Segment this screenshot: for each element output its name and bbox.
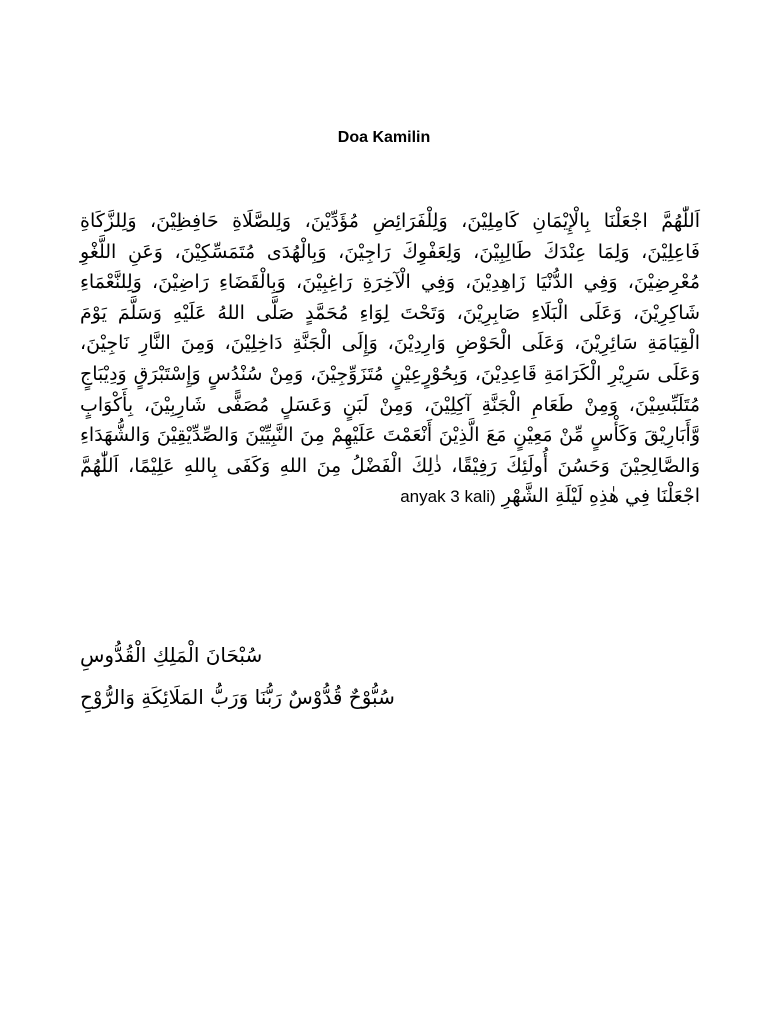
doa-arabic-text: اَللّٰهُمَّ اجْعَلْنَا بِالْإِيْمَانِ كَامِلِيْنَ، وَلِلْفَرَائِضِ مُؤَدِّيْنَ، وَلِلصَّلَاةِ حَافِظِيْنَ، وَلِلزَّكَاةِ فَاعِلِيْنَ، وَلِمَا عِنْدَكَ طَالِبِيْنَ، وَلِعَفْوِكَ رَاجِيْنَ، وَبِالْهُدَى مُتَمَسِّكِيْنَ، وَعَنِ اللَّغْوِ مُعْرِضِيْنَ، وَفِي الدُّنْيَا زَاهِدِيْنَ، وَفِي الْآخِرَةِ رَاغِبِيْنَ، وَبِالْقَضَاءِ رَاضِيْنَ، وَلِلنَّعْمَاءِ شَاكِرِيْنَ، وَعَلَى الْبَلَاءِ صَابِرِيْنَ، وَتَحْتَ لِوَاءِ مُحَمَّدٍ صَلَّى اللهُ عَلَيْهِ وَسَلَّمَ يَوْمَ الْقِيَامَةِ سَائِرِيْنَ، وَعَلَى الْحَوْضِ وَارِدِيْنَ، وَإِلَى الْجَنَّةِ دَاخِلِيْنَ، وَمِنَ النَّارِ نَاجِيْنَ، وَعَلَى سَرِيْرِ الْكَرَامَةِ قَاعِدِيْنَ، وَبِحُوْرٍعِيْنٍ مُتَزَوِّجِيْنَ، وَمِنْ سُنْدُسٍ وَإِسْتَبْرَقٍ وَدِيْبَاجٍ مُتَلَبِّسِيْنَ، وَمِنْ طَعَامِ الْجَنَّةِ آكِلِيْنَ، وَمِنْ لَبَنٍ وَعَسَلٍ مُصَفًّى شَارِبِيْنَ، بِأَكْوَابٍ وَّأَبَارِيْقَ وَكَأْسٍ مِّنْ مَعِيْنٍ مَعَ الَّذِيْنَ أَنْعَمْتَ عَلَيْهِمْ مِنَ النَّبِيِّيْنَ وَالصِّدِّيْقِيْنَ وَالشُّهَدَاءِ وَالصَّالِحِيْنَ وَحَسُنَ أُولَئِكَ رَفِيْقًا، ذٰلِكَ الْفَضْلُ مِنَ اللهِ وَكَفَى بِاللهِ عَلِيْمًا، اَللّٰهُمَّ اجْعَلْنَا فِي هٰذِهِ لَيْلَةِ الشَّهْرِ (80, 210, 700, 508)
tasbih-line-2: سُبُّوْحٌ قُدُّوْسٌ رَبُّنَا وَرَبُّ المَلَائِكَةِ وَالرُّوْحِ (80, 685, 395, 709)
doa-kamilin-paragraph (80, 206, 700, 513)
repeat-note: anyak 3 kali) (400, 487, 496, 507)
document-title: Doa Kamilin (337, 129, 431, 146)
tasbih-line-1: سُبْحَانَ الْمَلِكِ الْقُدُّوسِ (80, 643, 263, 667)
